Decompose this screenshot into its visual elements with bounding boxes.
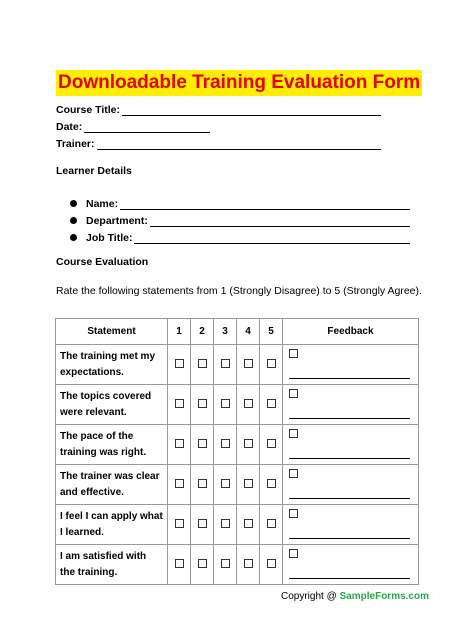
learner-name-field[interactable] — [70, 193, 410, 210]
rating-cell-3 — [214, 545, 237, 585]
learner-details-heading: Learner Details — [56, 165, 132, 177]
feedback-cell — [283, 505, 419, 545]
rating-checkbox-1[interactable] — [175, 439, 184, 448]
trainer-field[interactable] — [56, 138, 381, 150]
feedback-checkbox[interactable] — [289, 509, 298, 518]
rating-checkbox-1[interactable] — [175, 519, 184, 528]
rating-checkbox-3[interactable] — [221, 359, 230, 368]
rating-cell-4 — [237, 505, 260, 545]
feedback-checkbox[interactable] — [289, 389, 298, 398]
rating-cell-2 — [191, 545, 214, 585]
rating-cell-4 — [237, 545, 260, 585]
rating-cell-3 — [214, 505, 237, 545]
statement-cell: I feel I can apply what I learned. — [56, 505, 168, 545]
column-header-3: 3 — [214, 319, 237, 345]
feedback-line[interactable] — [289, 378, 410, 379]
rating-cell-3 — [214, 465, 237, 505]
trainer-line[interactable] — [97, 138, 381, 150]
course-evaluation-heading: Course Evaluation — [56, 256, 149, 268]
rating-cell-4 — [237, 345, 260, 385]
table-row — [56, 425, 419, 465]
rating-cell-3 — [214, 345, 237, 385]
table-row — [56, 545, 419, 585]
rating-cell-4 — [237, 465, 260, 505]
rating-checkbox-2[interactable] — [198, 359, 207, 368]
rating-cell-1 — [168, 545, 191, 585]
rating-cell-2 — [191, 465, 214, 505]
feedback-cell — [283, 545, 419, 585]
rating-checkbox-2[interactable] — [198, 479, 207, 488]
column-header-statement: Statement — [56, 319, 168, 345]
date-label: Date: — [56, 121, 83, 133]
column-header-2: 2 — [191, 319, 214, 345]
bullet-icon — [70, 217, 77, 224]
learner-job-title-label: Job Title: — [86, 232, 133, 244]
rating-cell-2 — [191, 385, 214, 425]
rating-checkbox-3[interactable] — [221, 399, 230, 408]
course-title-field[interactable] — [56, 104, 381, 116]
rating-checkbox-4[interactable] — [244, 439, 253, 448]
feedback-line[interactable] — [289, 418, 410, 419]
learner-department-line[interactable] — [150, 215, 410, 227]
learner-job-title-line[interactable] — [134, 232, 410, 244]
rating-cell-2 — [191, 505, 214, 545]
feedback-line[interactable] — [289, 498, 410, 499]
trainer-label: Trainer: — [56, 138, 95, 150]
bullet-icon — [70, 200, 77, 207]
rating-checkbox-2[interactable] — [198, 559, 207, 568]
feedback-checkbox[interactable] — [289, 469, 298, 478]
rating-checkbox-5[interactable] — [267, 439, 276, 448]
evaluation-table — [55, 318, 419, 585]
rating-cell-1 — [168, 465, 191, 505]
rating-checkbox-1[interactable] — [175, 479, 184, 488]
rating-cell-1 — [168, 425, 191, 465]
rating-cell-3 — [214, 385, 237, 425]
rating-checkbox-4[interactable] — [244, 479, 253, 488]
rating-checkbox-1[interactable] — [175, 359, 184, 368]
feedback-cell — [283, 465, 419, 505]
rating-checkbox-5[interactable] — [267, 559, 276, 568]
rating-checkbox-4[interactable] — [244, 399, 253, 408]
rating-cell-5 — [260, 345, 283, 385]
rating-checkbox-3[interactable] — [221, 439, 230, 448]
rating-cell-5 — [260, 425, 283, 465]
rating-checkbox-3[interactable] — [221, 519, 230, 528]
rating-cell-2 — [191, 345, 214, 385]
feedback-cell — [283, 385, 419, 425]
column-header-feedback: Feedback — [283, 319, 419, 345]
course-title-label: Course Title: — [56, 104, 120, 116]
rating-checkbox-3[interactable] — [221, 559, 230, 568]
table-row — [56, 505, 419, 545]
column-header-4: 4 — [237, 319, 260, 345]
rating-cell-4 — [237, 385, 260, 425]
rating-checkbox-3[interactable] — [221, 479, 230, 488]
rating-checkbox-1[interactable] — [175, 559, 184, 568]
table-header-row — [56, 319, 419, 345]
learner-name-label: Name: — [86, 198, 119, 210]
statement-cell: The trainer was clear and effective. — [56, 465, 168, 505]
learner-job-title-field[interactable] — [70, 227, 410, 244]
rating-cell-1 — [168, 345, 191, 385]
course-title-line[interactable] — [122, 104, 381, 116]
rating-cell-4 — [237, 425, 260, 465]
rating-checkbox-1[interactable] — [175, 399, 184, 408]
column-header-1: 1 — [168, 319, 191, 345]
statement-cell: The topics covered were relevant. — [56, 385, 168, 425]
copyright-text: Copyright @ — [281, 591, 340, 602]
column-header-5: 5 — [260, 319, 283, 345]
rating-cell-5 — [260, 465, 283, 505]
rating-checkbox-2[interactable] — [198, 399, 207, 408]
copyright-footer — [281, 591, 429, 602]
rating-checkbox-2[interactable] — [198, 519, 207, 528]
brand-link[interactable]: SampleForms.com — [339, 591, 429, 602]
rating-cell-5 — [260, 505, 283, 545]
table-row — [56, 385, 419, 425]
feedback-checkbox[interactable] — [289, 429, 298, 438]
rating-checkbox-5[interactable] — [267, 359, 276, 368]
rating-checkbox-5[interactable] — [267, 519, 276, 528]
rating-cell-3 — [214, 425, 237, 465]
feedback-line[interactable] — [289, 538, 410, 539]
date-field[interactable] — [56, 121, 210, 133]
learner-department-label: Department: — [86, 215, 148, 227]
rating-cell-5 — [260, 385, 283, 425]
rating-cell-2 — [191, 425, 214, 465]
rating-checkbox-4[interactable] — [244, 559, 253, 568]
learner-details-list — [70, 193, 410, 244]
rating-cell-1 — [168, 385, 191, 425]
feedback-checkbox[interactable] — [289, 549, 298, 558]
feedback-checkbox[interactable] — [289, 349, 298, 358]
table-row — [56, 465, 419, 505]
rating-cell-1 — [168, 505, 191, 545]
feedback-line[interactable] — [289, 458, 410, 459]
rating-checkbox-5[interactable] — [267, 479, 276, 488]
rating-instruction: Rate the following statements from 1 (Strongly Disagree) to 5 (Strongly Agree). — [56, 285, 422, 297]
rating-cell-5 — [260, 545, 283, 585]
rating-checkbox-2[interactable] — [198, 439, 207, 448]
page-title: Downloadable Training Evaluation Form — [56, 70, 422, 96]
statement-cell: The training met my expectations. — [56, 345, 168, 385]
learner-department-field[interactable] — [70, 210, 410, 227]
rating-checkbox-4[interactable] — [244, 519, 253, 528]
learner-name-line[interactable] — [120, 198, 410, 210]
rating-checkbox-4[interactable] — [244, 359, 253, 368]
feedback-cell — [283, 345, 419, 385]
statement-cell: The pace of the training was right. — [56, 425, 168, 465]
bullet-icon — [70, 234, 77, 241]
date-line[interactable] — [84, 121, 210, 133]
statement-cell: I am satisfied with the training. — [56, 545, 168, 585]
rating-checkbox-5[interactable] — [267, 399, 276, 408]
table-row — [56, 345, 419, 385]
feedback-cell — [283, 425, 419, 465]
feedback-line[interactable] — [289, 578, 410, 579]
